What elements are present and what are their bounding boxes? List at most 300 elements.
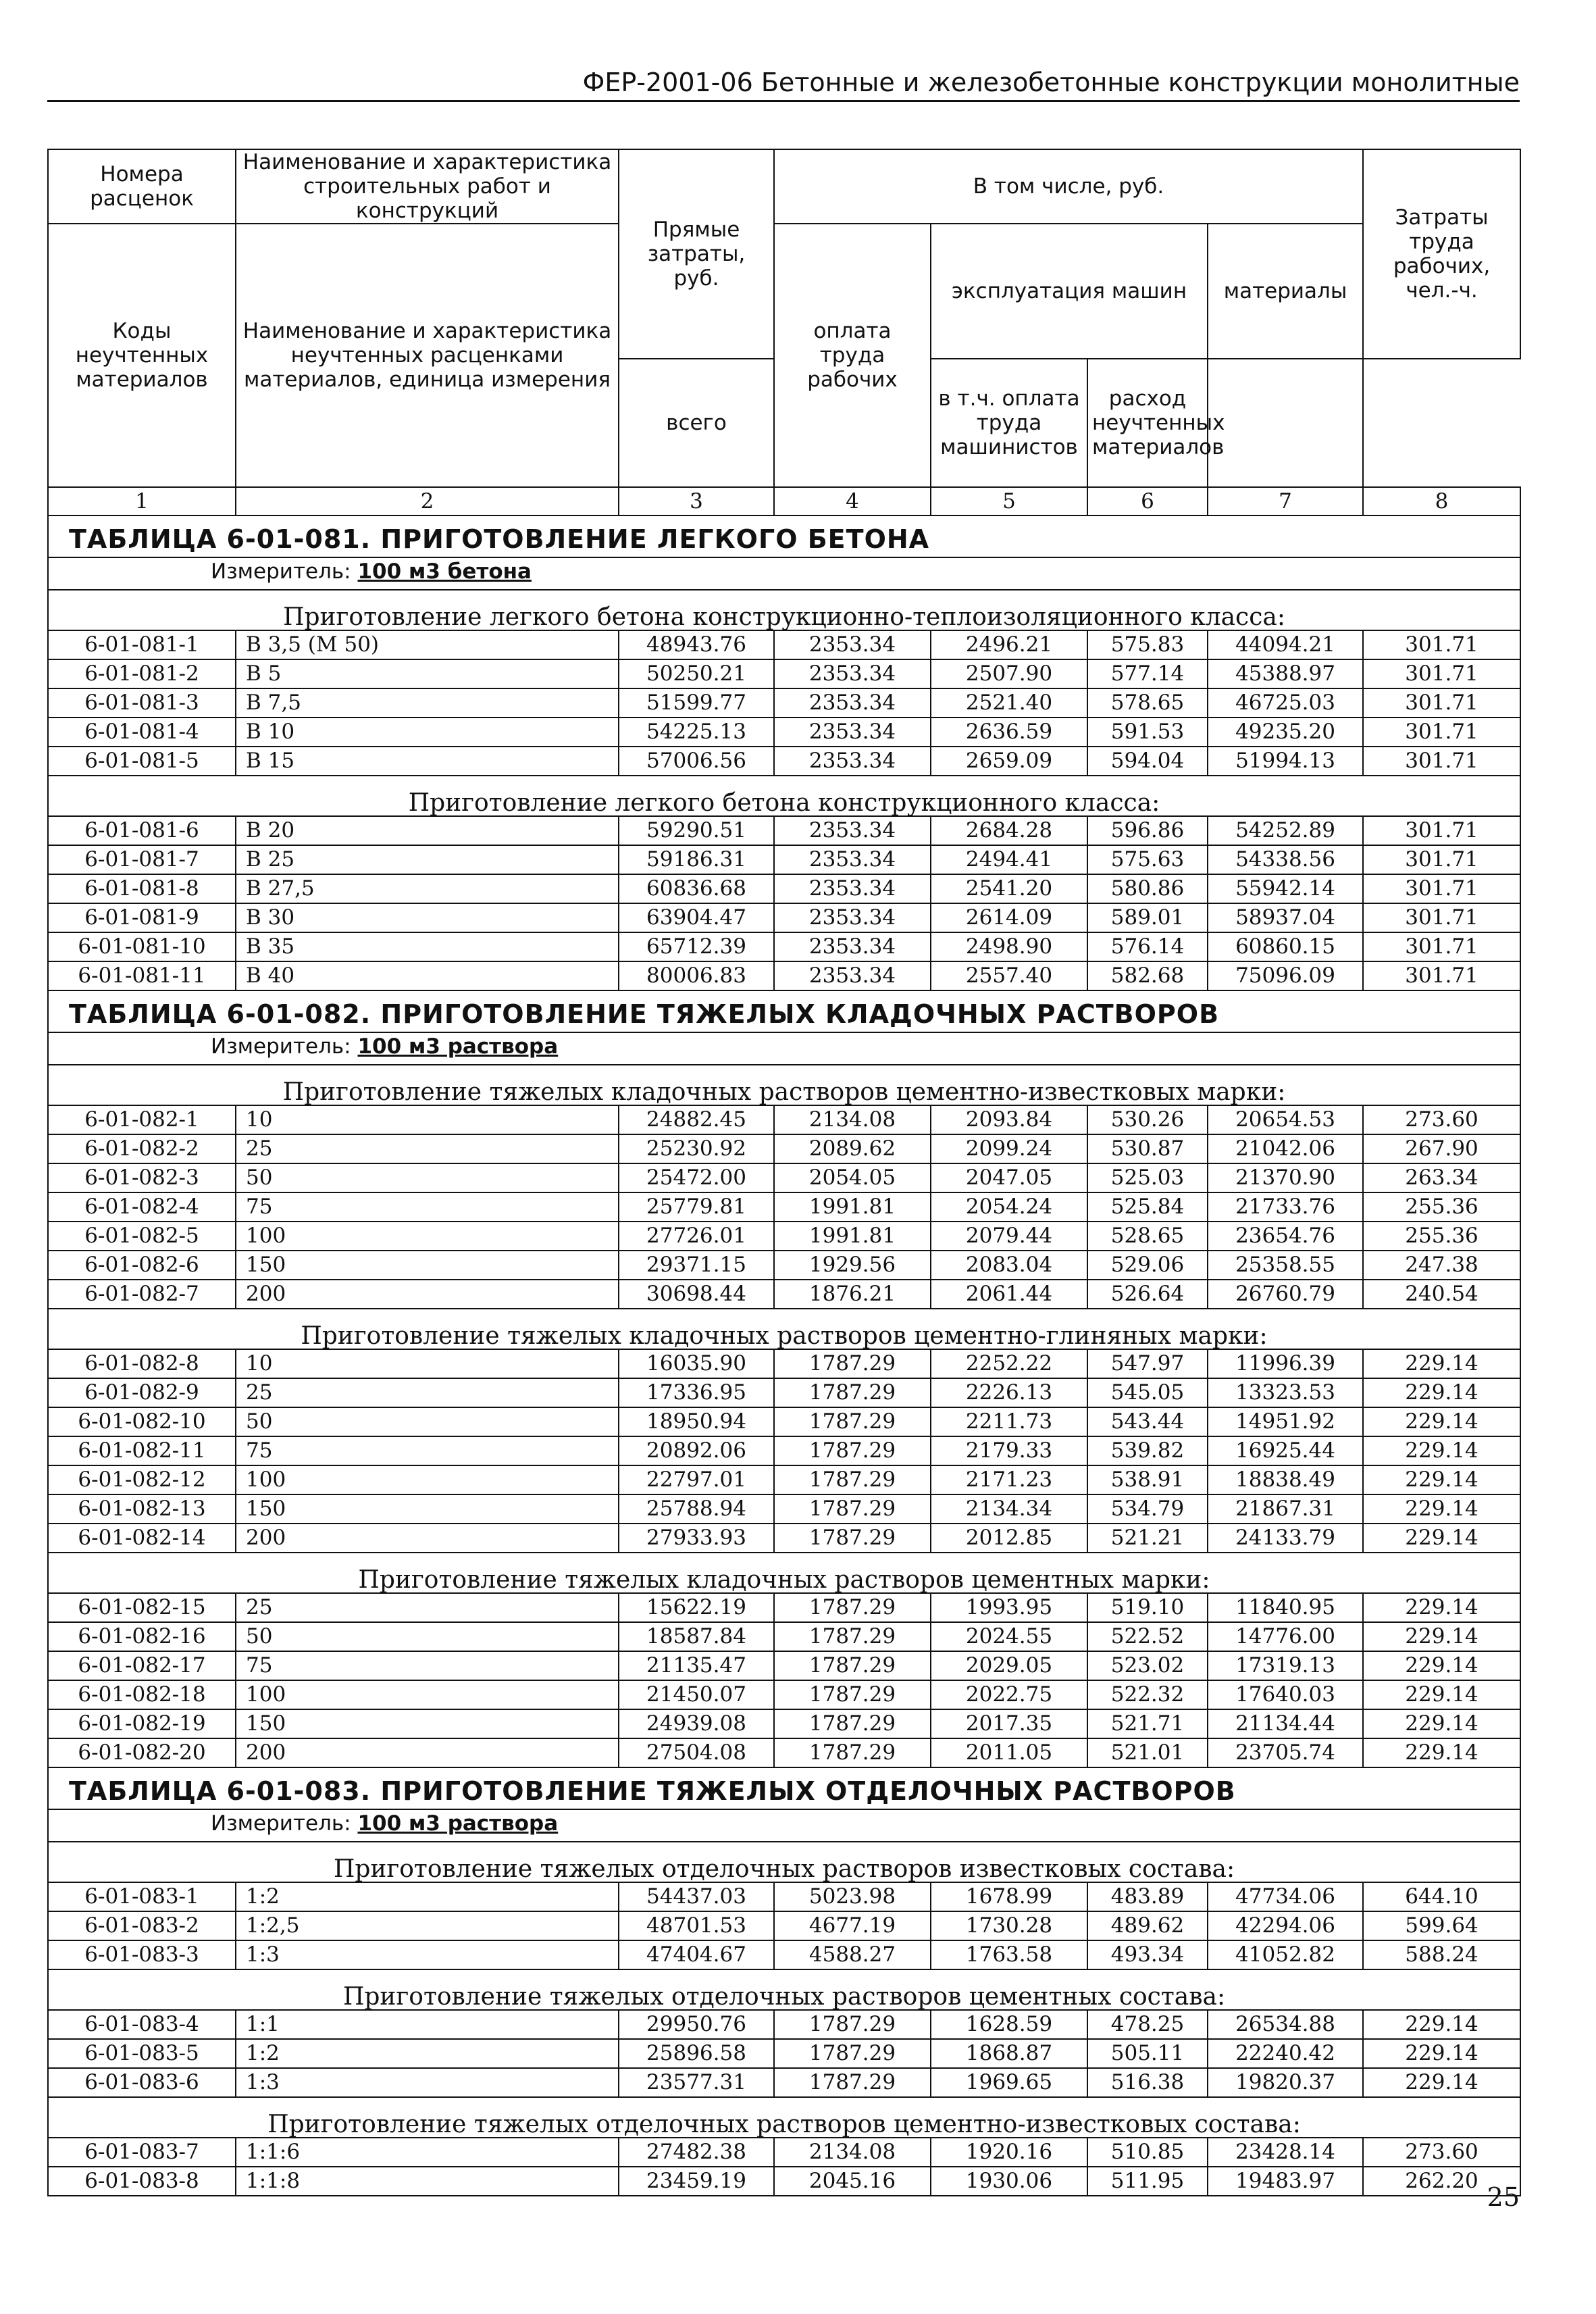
- table-cell: 100: [236, 1222, 619, 1251]
- table-cell: 2353.34: [774, 932, 931, 961]
- table-cell: 2353.34: [774, 961, 931, 990]
- table-cell: 41052.82: [1208, 1940, 1363, 1969]
- table-cell: 2054.24: [931, 1192, 1087, 1222]
- table-cell: 200: [236, 1738, 619, 1767]
- table-cell: 10: [236, 1349, 619, 1378]
- table-cell: 25358.55: [1208, 1251, 1363, 1280]
- table-cell: 547.97: [1087, 1349, 1208, 1378]
- table-cell: 55942.14: [1208, 874, 1363, 903]
- table-cell: 21450.07: [619, 1680, 774, 1709]
- table-row: [48, 961, 1520, 990]
- header-labor-hours: Затраты труда рабочих, чел.-ч.: [1363, 149, 1520, 359]
- header-including: В том числе, руб.: [774, 149, 1363, 224]
- table-cell: В 40: [236, 961, 619, 990]
- table-body: [48, 487, 1520, 2196]
- table-cell: В 10: [236, 718, 619, 747]
- meter-value: 100 м3 раствора: [357, 1811, 559, 1836]
- section-title-row: [48, 1309, 1520, 1349]
- table-cell: 2659.09: [931, 747, 1087, 776]
- table-cell: 229.14: [1363, 2039, 1520, 2068]
- table-cell: 229.14: [1363, 1524, 1520, 1553]
- table-cell: В 27,5: [236, 874, 619, 903]
- table-cell: 6-01-083-7: [48, 2138, 236, 2167]
- table-title: ТАБЛИЦА 6-01-082. ПРИГОТОВЛЕНИЕ ТЯЖЕЛЫХ КЛАДОЧНЫХ РАСТВОРОВ: [48, 990, 1520, 1032]
- table-cell: 2684.28: [931, 816, 1087, 845]
- table-cell: 1787.29: [774, 1593, 931, 1622]
- table-cell: 1969.65: [931, 2068, 1087, 2097]
- table-cell: 2211.73: [931, 1407, 1087, 1436]
- table-cell: 1876.21: [774, 1280, 931, 1309]
- table-cell: 229.14: [1363, 2068, 1520, 2097]
- section-title: Приготовление легкого бетона конструкционного класса:: [48, 776, 1520, 816]
- table-cell: 1787.29: [774, 1651, 931, 1680]
- table-cell: 23428.14: [1208, 2138, 1363, 2167]
- table-cell: 596.86: [1087, 816, 1208, 845]
- table-cell: 575.63: [1087, 845, 1208, 874]
- table-cell: 75: [236, 1651, 619, 1680]
- table-row: [48, 1134, 1520, 1163]
- table-cell: 27504.08: [619, 1738, 774, 1767]
- table-cell: 577.14: [1087, 659, 1208, 688]
- table-cell: 1787.29: [774, 1680, 931, 1709]
- section-title: Приготовление тяжелых отделочных растворов цементных состава:: [48, 1969, 1520, 2010]
- table-row: [48, 1436, 1520, 1465]
- column-number: 4: [774, 487, 931, 515]
- section-title: Приготовление тяжелых отделочных растворов цементно-известковых состава:: [48, 2097, 1520, 2138]
- table-cell: 2179.33: [931, 1436, 1087, 1465]
- table-row: [48, 845, 1520, 874]
- table-cell: 60836.68: [619, 874, 774, 903]
- table-cell: В 20: [236, 816, 619, 845]
- table-cell: 2494.41: [931, 845, 1087, 874]
- table-cell: 50: [236, 1622, 619, 1651]
- table-cell: 29950.76: [619, 2010, 774, 2039]
- table-cell: 229.14: [1363, 1680, 1520, 1709]
- table-cell: 21135.47: [619, 1651, 774, 1680]
- table-title-row: [48, 1767, 1520, 1809]
- table-cell: 1:2,5: [236, 1911, 619, 1940]
- table-cell: 255.36: [1363, 1222, 1520, 1251]
- table-cell: 510.85: [1087, 2138, 1208, 2167]
- table-cell: 516.38: [1087, 2068, 1208, 2097]
- table-cell: 17336.95: [619, 1378, 774, 1407]
- table-row: [48, 1378, 1520, 1407]
- table-cell: 24133.79: [1208, 1524, 1363, 1553]
- table-cell: 63904.47: [619, 903, 774, 932]
- table-row: [48, 1465, 1520, 1494]
- table-cell: 591.53: [1087, 718, 1208, 747]
- table-row: [48, 1222, 1520, 1251]
- table-cell: 1787.29: [774, 1349, 931, 1378]
- table-cell: 6-01-082-9: [48, 1378, 236, 1407]
- table-cell: 16925.44: [1208, 1436, 1363, 1465]
- table-cell: 1:3: [236, 1940, 619, 1969]
- meter-value: 100 м3 бетона: [357, 559, 532, 584]
- table-cell: 100: [236, 1465, 619, 1494]
- table-meter-row: [48, 557, 1520, 590]
- table-cell: В 5: [236, 659, 619, 688]
- table-cell: 2089.62: [774, 1134, 931, 1163]
- table-cell: 25788.94: [619, 1494, 774, 1524]
- table-row: [48, 1911, 1520, 1940]
- section-title: Приготовление тяжелых отделочных растворов известковых состава:: [48, 1842, 1520, 1882]
- table-cell: 47734.06: [1208, 1882, 1363, 1911]
- table-cell: 200: [236, 1280, 619, 1309]
- table-cell: 1628.59: [931, 2010, 1087, 2039]
- table-cell: 229.14: [1363, 1651, 1520, 1680]
- table-cell: 65712.39: [619, 932, 774, 961]
- section-title-row: [48, 590, 1520, 630]
- table-cell: 301.71: [1363, 903, 1520, 932]
- table-cell: 6-01-082-1: [48, 1105, 236, 1134]
- table-cell: 21042.06: [1208, 1134, 1363, 1163]
- table-row: [48, 2068, 1520, 2097]
- table-cell: 530.87: [1087, 1134, 1208, 1163]
- table-cell: 1920.16: [931, 2138, 1087, 2167]
- table-cell: 51599.77: [619, 688, 774, 718]
- table-cell: 582.68: [1087, 961, 1208, 990]
- table-cell: 10: [236, 1105, 619, 1134]
- table-cell: 2541.20: [931, 874, 1087, 903]
- header-empty-cell: [1208, 359, 1363, 487]
- table-title-row: [48, 515, 1520, 557]
- table-row: [48, 718, 1520, 747]
- table-cell: 1991.81: [774, 1192, 931, 1222]
- table-cell: 23459.19: [619, 2167, 774, 2196]
- table-cell: 588.24: [1363, 1940, 1520, 1969]
- table-cell: 11840.95: [1208, 1593, 1363, 1622]
- table-cell: 6-01-082-17: [48, 1651, 236, 1680]
- table-row: [48, 2167, 1520, 2196]
- table-cell: В 30: [236, 903, 619, 932]
- table-cell: 301.71: [1363, 630, 1520, 659]
- table-cell: 229.14: [1363, 1738, 1520, 1767]
- table-cell: 27726.01: [619, 1222, 774, 1251]
- table-cell: В 15: [236, 747, 619, 776]
- table-cell: 6-01-081-6: [48, 816, 236, 845]
- table-cell: 2252.22: [931, 1349, 1087, 1378]
- section-title-row: [48, 1969, 1520, 2010]
- table-cell: 543.44: [1087, 1407, 1208, 1436]
- table-cell: 6-01-081-2: [48, 659, 236, 688]
- table-cell: 6-01-083-4: [48, 2010, 236, 2039]
- table-cell: 594.04: [1087, 747, 1208, 776]
- meter-value: 100 м3 раствора: [357, 1034, 559, 1059]
- table-cell: 6-01-081-11: [48, 961, 236, 990]
- table-cell: 1:1: [236, 2010, 619, 2039]
- table-cell: 301.71: [1363, 961, 1520, 990]
- table-row: [48, 903, 1520, 932]
- section-title-row: [48, 1553, 1520, 1593]
- table-cell: 301.71: [1363, 747, 1520, 776]
- table-title-row: [48, 990, 1520, 1032]
- table-cell: 530.26: [1087, 1105, 1208, 1134]
- table-cell: 1787.29: [774, 1524, 931, 1553]
- table-row: [48, 1680, 1520, 1709]
- table-cell: 4677.19: [774, 1911, 931, 1940]
- table-row: [48, 874, 1520, 903]
- header-machinist-pay: в т.ч. оплата труда машинистов: [931, 359, 1087, 487]
- table-cell: 1787.29: [774, 2068, 931, 2097]
- header-material-codes: Коды неучтенных материалов: [48, 224, 236, 487]
- table-cell: 273.60: [1363, 2138, 1520, 2167]
- header-machines: эксплуатация машин: [931, 224, 1208, 359]
- table-cell: 1730.28: [931, 1911, 1087, 1940]
- table-cell: 575.83: [1087, 630, 1208, 659]
- table-cell: 200: [236, 1524, 619, 1553]
- table-cell: 6-01-082-5: [48, 1222, 236, 1251]
- page-number: 25: [1487, 2182, 1520, 2212]
- table-cell: 80006.83: [619, 961, 774, 990]
- table-cell: 54252.89: [1208, 816, 1363, 845]
- section-title: Приготовление легкого бетона конструкционно-теплоизоляционного класса:: [48, 590, 1520, 630]
- table-cell: 21370.90: [1208, 1163, 1363, 1192]
- table-cell: 21867.31: [1208, 1494, 1363, 1524]
- table-cell: 54225.13: [619, 718, 774, 747]
- table-cell: 25: [236, 1593, 619, 1622]
- table-cell: 25230.92: [619, 1134, 774, 1163]
- column-number-row: [48, 487, 1520, 515]
- table-cell: 50: [236, 1407, 619, 1436]
- table-cell: 6-01-083-8: [48, 2167, 236, 2196]
- table-cell: 1993.95: [931, 1593, 1087, 1622]
- table-cell: 2226.13: [931, 1378, 1087, 1407]
- table-cell: 6-01-082-16: [48, 1622, 236, 1651]
- table-cell: 538.91: [1087, 1465, 1208, 1494]
- table-cell: 6-01-082-6: [48, 1251, 236, 1280]
- table-cell: 1930.06: [931, 2167, 1087, 2196]
- table-cell: 18838.49: [1208, 1465, 1363, 1494]
- table-cell: 301.71: [1363, 659, 1520, 688]
- table-row: [48, 1407, 1520, 1436]
- table-cell: 6-01-083-5: [48, 2039, 236, 2068]
- table-cell: 20892.06: [619, 1436, 774, 1465]
- table-cell: 2024.55: [931, 1622, 1087, 1651]
- table-cell: 6-01-081-5: [48, 747, 236, 776]
- column-number: 6: [1087, 487, 1208, 515]
- table-cell: 1787.29: [774, 1378, 931, 1407]
- table-cell: 6-01-082-4: [48, 1192, 236, 1222]
- table-row: [48, 1651, 1520, 1680]
- table-cell: 6-01-082-7: [48, 1280, 236, 1309]
- table-cell: 2498.90: [931, 932, 1087, 961]
- table-cell: 478.25: [1087, 2010, 1208, 2039]
- table-cell: 2353.34: [774, 845, 931, 874]
- table-cell: 2061.44: [931, 1280, 1087, 1309]
- table-cell: 54338.56: [1208, 845, 1363, 874]
- table-cell: 30698.44: [619, 1280, 774, 1309]
- header-work-name: Наименование и характеристика строительных работ и конструкций: [236, 149, 619, 224]
- table-cell: 2353.34: [774, 874, 931, 903]
- table-cell: 2614.09: [931, 903, 1087, 932]
- table-cell: В 25: [236, 845, 619, 874]
- table-row: [48, 1524, 1520, 1553]
- table-cell: 6-01-082-14: [48, 1524, 236, 1553]
- table-cell: 75096.09: [1208, 961, 1363, 990]
- table-cell: 5023.98: [774, 1882, 931, 1911]
- table-row: [48, 1709, 1520, 1738]
- table-cell: 46725.03: [1208, 688, 1363, 718]
- table-row: [48, 630, 1520, 659]
- table-cell: 2134.34: [931, 1494, 1087, 1524]
- table-cell: 25: [236, 1378, 619, 1407]
- table-cell: 1787.29: [774, 1465, 931, 1494]
- table-cell: 2521.40: [931, 688, 1087, 718]
- table-cell: 229.14: [1363, 1593, 1520, 1622]
- table-cell: 523.02: [1087, 1651, 1208, 1680]
- table-row: [48, 1593, 1520, 1622]
- table-meter: [48, 557, 1520, 590]
- table-cell: 6-01-081-7: [48, 845, 236, 874]
- table-cell: 6-01-081-1: [48, 630, 236, 659]
- table-row: [48, 816, 1520, 845]
- table-cell: 25472.00: [619, 1163, 774, 1192]
- table-cell: 6-01-082-19: [48, 1709, 236, 1738]
- table-cell: В 7,5: [236, 688, 619, 718]
- table-cell: 29371.15: [619, 1251, 774, 1280]
- table-cell: 240.54: [1363, 1280, 1520, 1309]
- table-cell: 6-01-081-3: [48, 688, 236, 718]
- table-cell: 2045.16: [774, 2167, 931, 2196]
- table-cell: 24882.45: [619, 1105, 774, 1134]
- table-cell: 301.71: [1363, 718, 1520, 747]
- table-cell: 22240.42: [1208, 2039, 1363, 2068]
- table-cell: 6-01-083-3: [48, 1940, 236, 1969]
- table-cell: 483.89: [1087, 1882, 1208, 1911]
- table-cell: 50250.21: [619, 659, 774, 688]
- table-row: [48, 2039, 1520, 2068]
- table-cell: 519.10: [1087, 1593, 1208, 1622]
- table-cell: 2353.34: [774, 688, 931, 718]
- table-cell: 42294.06: [1208, 1911, 1363, 1940]
- table-cell: 2054.05: [774, 1163, 931, 1192]
- table-cell: 23705.74: [1208, 1738, 1363, 1767]
- section-title-row: [48, 1065, 1520, 1105]
- column-number: 7: [1208, 487, 1363, 515]
- table-cell: 247.38: [1363, 1251, 1520, 1280]
- table-cell: 6-01-081-8: [48, 874, 236, 903]
- table-cell: 526.64: [1087, 1280, 1208, 1309]
- table-cell: 2011.05: [931, 1738, 1087, 1767]
- table-row: [48, 1940, 1520, 1969]
- table-cell: 1929.56: [774, 1251, 931, 1280]
- table-meter-row: [48, 1809, 1520, 1842]
- table-cell: 26534.88: [1208, 2010, 1363, 2039]
- table-cell: 644.10: [1363, 1882, 1520, 1911]
- table-cell: 229.14: [1363, 1407, 1520, 1436]
- table-cell: 6-01-082-12: [48, 1465, 236, 1494]
- table-cell: 505.11: [1087, 2039, 1208, 2068]
- table-cell: 1:1:8: [236, 2167, 619, 2196]
- section-title: Приготовление тяжелых кладочных растворов цементно-глиняных марки:: [48, 1309, 1520, 1349]
- table-cell: 75: [236, 1192, 619, 1222]
- table-cell: 2507.90: [931, 659, 1087, 688]
- table-cell: 2022.75: [931, 1680, 1087, 1709]
- table-cell: 2017.35: [931, 1709, 1087, 1738]
- table-cell: 2134.08: [774, 1105, 931, 1134]
- table-row: [48, 688, 1520, 718]
- table-cell: 525.84: [1087, 1192, 1208, 1222]
- table-cell: 27933.93: [619, 1524, 774, 1553]
- table-row: [48, 1163, 1520, 1192]
- table-cell: 21733.76: [1208, 1192, 1363, 1222]
- header-worker-pay: оплата труда рабочих: [774, 224, 931, 487]
- table-cell: 60860.15: [1208, 932, 1363, 961]
- table-cell: 1787.29: [774, 1436, 931, 1465]
- table-cell: 528.65: [1087, 1222, 1208, 1251]
- table-cell: 6-01-082-18: [48, 1680, 236, 1709]
- header-material-name: Наименование и характеристика неучтенных расценками материалов, единица измерения: [236, 224, 619, 487]
- table-cell: 255.36: [1363, 1192, 1520, 1222]
- table-row: [48, 1349, 1520, 1378]
- table-row: [48, 2138, 1520, 2167]
- table-cell: 521.01: [1087, 1738, 1208, 1767]
- header-unaccounted-materials: расход неучтенных материалов: [1087, 359, 1208, 487]
- table-header: [48, 149, 1520, 487]
- table-cell: 301.71: [1363, 874, 1520, 903]
- table-meter: [48, 1809, 1520, 1842]
- table-cell: 18950.94: [619, 1407, 774, 1436]
- table-cell: 545.05: [1087, 1378, 1208, 1407]
- section-title: Приготовление тяжелых кладочных растворов цементных марки:: [48, 1553, 1520, 1593]
- table-cell: 19820.37: [1208, 2068, 1363, 2097]
- table-cell: 229.14: [1363, 1378, 1520, 1407]
- table-cell: 4588.27: [774, 1940, 931, 1969]
- table-cell: 1:3: [236, 2068, 619, 2097]
- table-row: [48, 747, 1520, 776]
- table-cell: 263.34: [1363, 1163, 1520, 1192]
- table-cell: 2079.44: [931, 1222, 1087, 1251]
- table-cell: 16035.90: [619, 1349, 774, 1378]
- column-number: 8: [1363, 487, 1520, 515]
- header-materials: материалы: [1208, 224, 1363, 359]
- section-title: Приготовление тяжелых кладочных растворов цементно-известковых марки:: [48, 1065, 1520, 1105]
- table-cell: 1:1:6: [236, 2138, 619, 2167]
- table-cell: 525.03: [1087, 1163, 1208, 1192]
- table-cell: 54437.03: [619, 1882, 774, 1911]
- table-row: [48, 1882, 1520, 1911]
- table-cell: 522.52: [1087, 1622, 1208, 1651]
- table-cell: 1787.29: [774, 1407, 931, 1436]
- table-cell: 576.14: [1087, 932, 1208, 961]
- header-rate-numbers: Номера расценок: [48, 149, 236, 224]
- table-cell: 23577.31: [619, 2068, 774, 2097]
- table-cell: 1763.58: [931, 1940, 1087, 1969]
- table-cell: 20654.53: [1208, 1105, 1363, 1134]
- table-cell: 6-01-081-4: [48, 718, 236, 747]
- table-cell: 6-01-082-8: [48, 1349, 236, 1378]
- table-cell: 2171.23: [931, 1465, 1087, 1494]
- table-cell: 262.20: [1363, 2167, 1520, 2196]
- table-cell: В 35: [236, 932, 619, 961]
- table-cell: 2047.05: [931, 1163, 1087, 1192]
- table-cell: 229.14: [1363, 2010, 1520, 2039]
- table-cell: 2099.24: [931, 1134, 1087, 1163]
- table-cell: 6-01-082-3: [48, 1163, 236, 1192]
- table-cell: 13323.53: [1208, 1378, 1363, 1407]
- table-cell: 48943.76: [619, 630, 774, 659]
- table-cell: 6-01-082-15: [48, 1593, 236, 1622]
- table-cell: 2134.08: [774, 2138, 931, 2167]
- table-cell: 229.14: [1363, 1709, 1520, 1738]
- table-cell: 2353.34: [774, 903, 931, 932]
- table-cell: 589.01: [1087, 903, 1208, 932]
- table-cell: 1787.29: [774, 1622, 931, 1651]
- table-cell: 1991.81: [774, 1222, 931, 1251]
- table-cell: 267.90: [1363, 1134, 1520, 1163]
- meter-label: Измеритель:: [211, 1034, 351, 1059]
- table-cell: 521.21: [1087, 1524, 1208, 1553]
